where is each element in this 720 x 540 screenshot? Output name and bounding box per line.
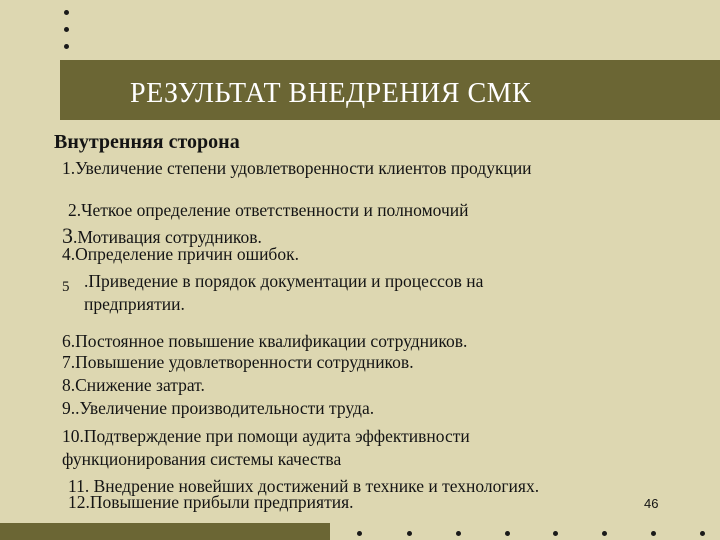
list-item-text: функционирования системы качества (62, 449, 342, 469)
bullet-dot-bottom (553, 531, 558, 536)
slide-title: РЕЗУЛЬТАТ ВНЕДРЕНИЯ СМК (130, 78, 532, 109)
list-item-text: 4.Определение причин ошибок. (62, 244, 299, 264)
list-item (62, 397, 374, 419)
list-item-text: 7.Повышение удовлетворенности сотрудников. (62, 352, 414, 372)
bullet-dot-bottom (700, 531, 705, 536)
list-item-text: .Мотивация сотрудников. (73, 227, 262, 247)
list-item-number: 5 (62, 279, 70, 295)
bullet-dot-bottom (602, 531, 607, 536)
slide-subtitle: Внутренняя сторона (54, 131, 240, 153)
list-item-number: 11 (68, 476, 85, 496)
list-item (62, 374, 205, 396)
list-item (68, 491, 354, 513)
list-item-text: 10.Подтверждение при помощи аудита эффективности (62, 426, 470, 446)
list-item (62, 243, 299, 265)
list-item (62, 425, 470, 447)
list-item-continuation (62, 448, 341, 470)
bullet-dot-bottom (456, 531, 461, 536)
list-item (62, 157, 532, 179)
list-item-text: 6.Постоянное повышение квалификации сотрудников. (62, 331, 468, 351)
list-item-text: 12.Повышение прибыли предприятия. (68, 492, 354, 512)
list-item-number: 3 (62, 223, 73, 248)
list-item-text: 9..Увеличение производительности труда. (62, 398, 375, 418)
list-item (62, 330, 467, 352)
bullet-dot-top-2 (64, 27, 69, 32)
list-item-text: .Приведение в порядок документации и процессов на (84, 271, 484, 291)
list-item (62, 351, 414, 373)
bullet-dot-bottom (407, 531, 412, 536)
list-item (68, 199, 469, 221)
list-item-text: 8.Снижение затрат. (62, 375, 205, 395)
bullet-dot-top-3 (64, 44, 69, 49)
page-number: 46 (644, 496, 659, 511)
list-item-text: 1.Увеличение степени удовлетворенности клиентов продукции (62, 158, 532, 178)
bottom-bar (0, 523, 330, 540)
list-item-continuation (84, 293, 185, 315)
list-item-text: 2.Четкое определение ответственности и полномочий (68, 200, 469, 220)
bullet-dot-bottom (651, 531, 656, 536)
bullet-dot-bottom (357, 531, 362, 536)
bullet-dot-top-1 (64, 10, 69, 15)
bullet-dot-bottom (505, 531, 510, 536)
list-item-text: . Внедрение новейших достижений в технике и технологиях. (84, 476, 540, 496)
list-item-text: предприятии. (84, 294, 185, 314)
